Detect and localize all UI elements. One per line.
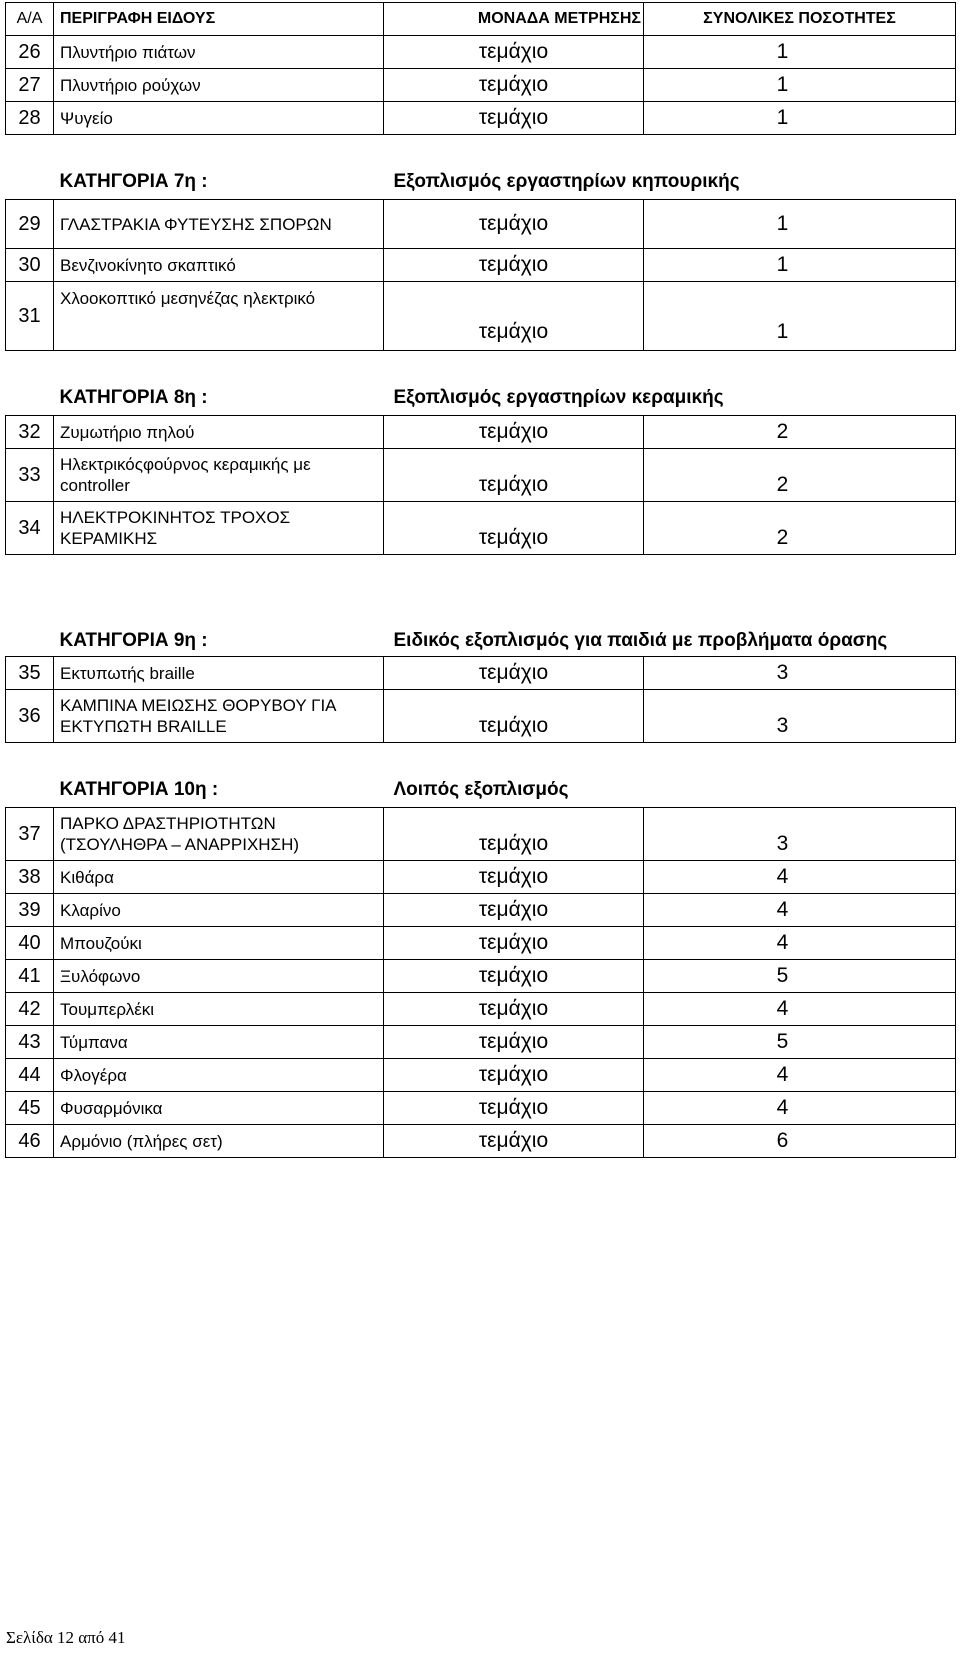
row-unit: τεμάχιο xyxy=(384,102,644,135)
category-row xyxy=(6,595,956,657)
table-row xyxy=(6,249,956,282)
row-quantity: 2 xyxy=(644,449,956,502)
row-quantity: 4 xyxy=(644,927,956,960)
row-unit: τεμάχιο xyxy=(384,993,644,1026)
row-quantity: 1 xyxy=(644,249,956,282)
row-description: Κιθάρα xyxy=(54,861,384,894)
table-row xyxy=(6,894,956,927)
row-number: 36 xyxy=(6,690,54,743)
table-row xyxy=(6,502,956,555)
row-quantity: 4 xyxy=(644,993,956,1026)
row-number: 43 xyxy=(6,1026,54,1059)
row-number: 45 xyxy=(6,1092,54,1125)
row-unit: τεμάχιο xyxy=(384,808,644,861)
row-description: Χλοοκοπτικό μεσηνέζας ηλεκτρικό xyxy=(54,282,384,351)
row-quantity: 3 xyxy=(644,690,956,743)
category-title: Εξοπλισμός εργαστηρίων κηπουρικής xyxy=(393,171,740,192)
header-description: ΠΕΡΙΓΡΑΦΗ ΕΙΔΟΥΣ xyxy=(54,3,384,36)
row-number: 44 xyxy=(6,1059,54,1092)
table-row xyxy=(6,36,956,69)
row-quantity: 3 xyxy=(644,808,956,861)
row-description: Ζυμωτήριο πηλού xyxy=(54,416,384,449)
row-description: ΚΑΜΠΙΝΑ ΜΕΙΩΣΗΣ ΘΟΡΥΒΟΥ ΓΙΑ ΕΚΤΥΠΩΤΗ BRAILLE xyxy=(54,690,384,743)
row-description: Ηλεκτρικόςφούρνος κεραμικής με controller xyxy=(54,449,384,502)
row-unit: τεμάχιο xyxy=(384,449,644,502)
row-description: ΗΛΕΚΤΡΟΚΙΝΗΤΟΣ ΤΡΟΧΟΣ ΚΕΡΑΜΙΚΗΣ xyxy=(54,502,384,555)
row-number: 35 xyxy=(6,657,54,690)
row-unit: τεμάχιο xyxy=(384,249,644,282)
row-number: 42 xyxy=(6,993,54,1026)
spacer-row xyxy=(6,135,956,166)
row-number: 41 xyxy=(6,960,54,993)
table-row xyxy=(6,993,956,1026)
row-description: Αρμόνιο (πλήρες σετ) xyxy=(54,1125,384,1158)
row-unit: τεμάχιο xyxy=(384,69,644,102)
table-row xyxy=(6,282,956,351)
category-row xyxy=(6,381,956,416)
row-quantity: 6 xyxy=(644,1125,956,1158)
category-row xyxy=(6,773,956,808)
row-number: 46 xyxy=(6,1125,54,1158)
row-quantity: 2 xyxy=(644,416,956,449)
table-row xyxy=(6,416,956,449)
row-number: 31 xyxy=(6,282,54,351)
table-row xyxy=(6,1059,956,1092)
page-footer: Σελίδα 12 από 41 xyxy=(6,1628,126,1647)
category-row xyxy=(6,165,956,200)
row-quantity: 4 xyxy=(644,861,956,894)
table-row xyxy=(6,960,956,993)
row-unit: τεμάχιο xyxy=(384,1059,644,1092)
row-description: Πλυντήριο πιάτων xyxy=(54,36,384,69)
row-unit: τεμάχιο xyxy=(384,36,644,69)
row-number: 38 xyxy=(6,861,54,894)
spacer-row xyxy=(6,555,956,596)
row-unit: τεμάχιο xyxy=(384,1092,644,1125)
row-description: Φυσαρμόνικα xyxy=(54,1092,384,1125)
row-unit: τεμάχιο xyxy=(384,690,644,743)
row-description: Τύμπανα xyxy=(54,1026,384,1059)
row-number: 37 xyxy=(6,808,54,861)
row-description: Ξυλόφωνο xyxy=(54,960,384,993)
category-label: ΚΑΤΗΓΟΡΙΑ 9η : xyxy=(59,630,208,651)
category-label: ΚΑΤΗΓΟΡΙΑ 10η : xyxy=(59,779,219,800)
row-number: 28 xyxy=(6,102,54,135)
row-number: 29 xyxy=(6,200,54,249)
category-title: Λοιπός εξοπλισμός xyxy=(393,779,569,800)
row-unit: τεμάχιο xyxy=(384,894,644,927)
row-quantity: 5 xyxy=(644,1026,956,1059)
table-row xyxy=(6,808,956,861)
row-number: 40 xyxy=(6,927,54,960)
row-number: 32 xyxy=(6,416,54,449)
category-title: Ειδικός εξοπλισμός για παιδιά με προβλήματα όρασης xyxy=(393,630,888,651)
header-row xyxy=(6,3,956,36)
row-quantity: 1 xyxy=(644,69,956,102)
row-unit: τεμάχιο xyxy=(384,960,644,993)
row-number: 30 xyxy=(6,249,54,282)
row-unit: τεμάχιο xyxy=(384,927,644,960)
row-description: Μπουζούκι xyxy=(54,927,384,960)
row-quantity: 4 xyxy=(644,1092,956,1125)
header-aa: Α/Α xyxy=(6,3,54,36)
table-row xyxy=(6,927,956,960)
row-description: Εκτυπωτής braille xyxy=(54,657,384,690)
row-quantity: 5 xyxy=(644,960,956,993)
row-description: ΠΑΡΚΟ ΔΡΑΣΤΗΡΙΟΤΗΤΩΝ (ΤΣΟΥΛΗΘΡΑ – ΑΝΑΡΡΙΧΗΣΗ) xyxy=(54,808,384,861)
row-description: Πλυντήριο ρούχων xyxy=(54,69,384,102)
row-unit: τεμάχιο xyxy=(384,416,644,449)
category-label: ΚΑΤΗΓΟΡΙΑ 7η : xyxy=(59,171,208,192)
table-row xyxy=(6,449,956,502)
row-number: 26 xyxy=(6,36,54,69)
row-quantity: 4 xyxy=(644,894,956,927)
row-description: Ψυγείο xyxy=(54,102,384,135)
row-number: 39 xyxy=(6,894,54,927)
row-number: 33 xyxy=(6,449,54,502)
category-title: Εξοπλισμός εργαστηρίων κεραμικής xyxy=(393,387,724,408)
row-number: 34 xyxy=(6,502,54,555)
spacer-row xyxy=(6,351,956,382)
table-row xyxy=(6,1026,956,1059)
row-quantity: 1 xyxy=(644,36,956,69)
row-description: Βενζινοκίνητο σκαπτικό xyxy=(54,249,384,282)
equipment-table xyxy=(5,2,956,1158)
row-quantity: 3 xyxy=(644,657,956,690)
row-quantity: 1 xyxy=(644,200,956,249)
category-label: ΚΑΤΗΓΟΡΙΑ 8η : xyxy=(59,387,208,408)
table-row xyxy=(6,657,956,690)
row-unit: τεμάχιο xyxy=(384,282,644,351)
row-description: Κλαρίνο xyxy=(54,894,384,927)
row-unit: τεμάχιο xyxy=(384,1026,644,1059)
row-description: Φλογέρα xyxy=(54,1059,384,1092)
table-row xyxy=(6,69,956,102)
table-row xyxy=(6,102,956,135)
row-unit: τεμάχιο xyxy=(384,502,644,555)
row-unit: τεμάχιο xyxy=(384,200,644,249)
header-unit: ΜΟΝΑΔΑ ΜΕΤΡΗΣΗΣ xyxy=(384,3,644,36)
table-row xyxy=(6,200,956,249)
row-number: 27 xyxy=(6,69,54,102)
table-row xyxy=(6,1125,956,1158)
spacer-row xyxy=(6,743,956,774)
row-unit: τεμάχιο xyxy=(384,1125,644,1158)
table-row xyxy=(6,861,956,894)
row-quantity: 1 xyxy=(644,282,956,351)
row-quantity: 1 xyxy=(644,102,956,135)
row-description: ΓΛΑΣΤΡΑΚΙΑ ΦΥΤΕΥΣΗΣ ΣΠΟΡΩΝ xyxy=(54,200,384,249)
row-description: Τουμπερλέκι xyxy=(54,993,384,1026)
row-unit: τεμάχιο xyxy=(384,657,644,690)
header-quantity: ΣΥΝΟΛΙΚΕΣ ΠΟΣΟΤΗΤΕΣ xyxy=(644,3,956,36)
row-quantity: 2 xyxy=(644,502,956,555)
row-quantity: 4 xyxy=(644,1059,956,1092)
table-row xyxy=(6,690,956,743)
table-row xyxy=(6,1092,956,1125)
row-unit: τεμάχιο xyxy=(384,861,644,894)
